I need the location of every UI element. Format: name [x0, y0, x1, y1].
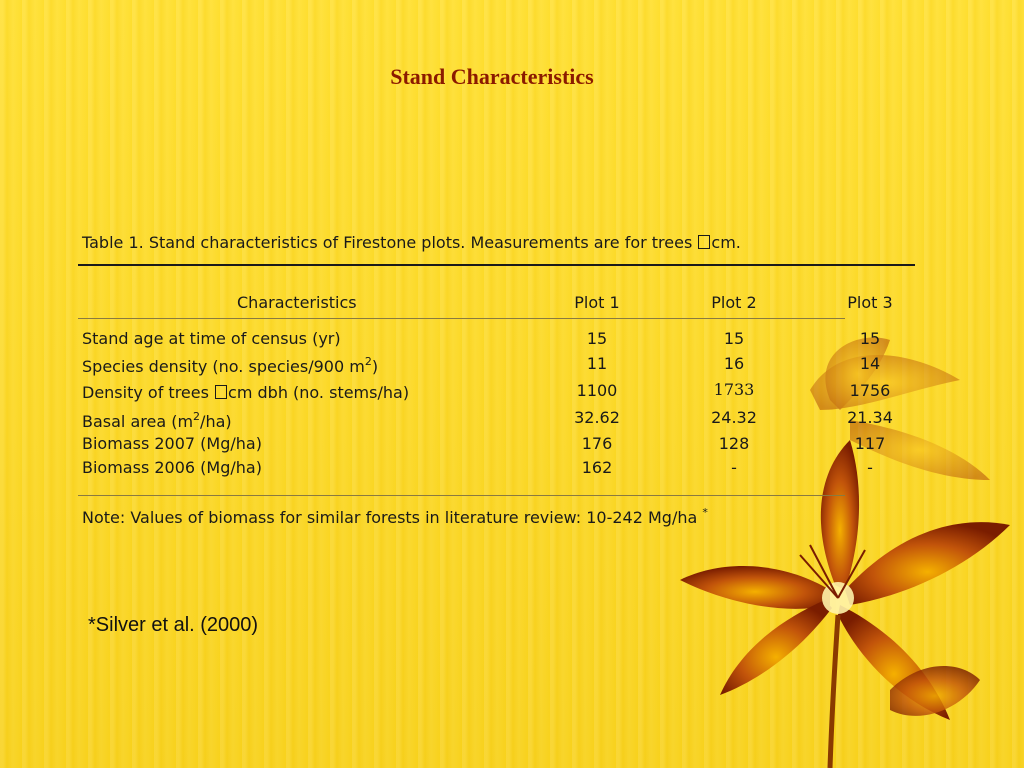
missing-glyph-box: [698, 235, 710, 249]
header-plot-3: Plot 3: [847, 293, 893, 312]
row-plot3: 14: [859, 354, 881, 373]
bottom-rule: [78, 495, 845, 496]
row-plot3: 117: [854, 434, 886, 453]
header-plot-1: Plot 1: [574, 293, 620, 312]
row-plot2: 128: [718, 434, 750, 453]
top-rule: [78, 264, 915, 266]
label-text: Species density (no. species/900 m: [82, 357, 365, 376]
header-characteristics: Characteristics: [237, 293, 357, 312]
row-plot3: 15: [859, 329, 881, 348]
row-plot1: 176: [581, 434, 613, 453]
row-label: [82, 410, 232, 431]
superscript: 2: [364, 355, 372, 368]
note-text: Note: Values of biomass for similar forests in literature review: 10-242 Mg/ha: [82, 508, 698, 527]
row-plot3: 1756: [849, 381, 891, 400]
row-plot2: -: [731, 458, 737, 477]
row-plot1: 15: [586, 329, 608, 348]
row-label: [82, 383, 409, 402]
row-plot3: 21.34: [847, 408, 893, 427]
label-text: /ha): [200, 412, 232, 431]
row-plot3: -: [867, 458, 873, 477]
missing-glyph-box: [215, 385, 227, 399]
header-plot-2: Plot 2: [711, 293, 757, 312]
row-label: Biomass 2007 (Mg/ha): [82, 434, 262, 453]
label-text: Basal area (m: [82, 412, 194, 431]
row-label: Biomass 2006 (Mg/ha): [82, 458, 262, 477]
row-plot2: 1733: [713, 380, 755, 399]
note-asterisk: *: [702, 506, 708, 519]
row-plot2: 24.32: [711, 408, 757, 427]
caption-text: Table 1. Stand characteristics of Firestone plots. Measurements are for trees: [82, 233, 698, 252]
table-note: [82, 506, 708, 527]
slide-title: Stand Characteristics: [390, 64, 594, 89]
row-plot1: 162: [581, 458, 613, 477]
row-plot2: 15: [723, 329, 745, 348]
citation: *Silver et al. (2000): [88, 614, 259, 636]
label-text: cm dbh (no. stems/ha): [228, 383, 410, 402]
row-label: Stand age at time of census (yr): [82, 329, 341, 348]
row-label: [82, 355, 378, 376]
row-plot1: 11: [586, 354, 608, 373]
row-plot1: 32.62: [574, 408, 620, 427]
header-rule: [78, 318, 845, 319]
label-text: ): [371, 357, 379, 376]
label-text: Density of trees: [82, 383, 215, 402]
row-plot2: 16: [723, 354, 745, 373]
superscript: 2: [193, 410, 201, 423]
table-caption: [82, 233, 741, 252]
caption-text-end: cm.: [711, 233, 741, 252]
row-plot1: 1100: [576, 381, 618, 400]
